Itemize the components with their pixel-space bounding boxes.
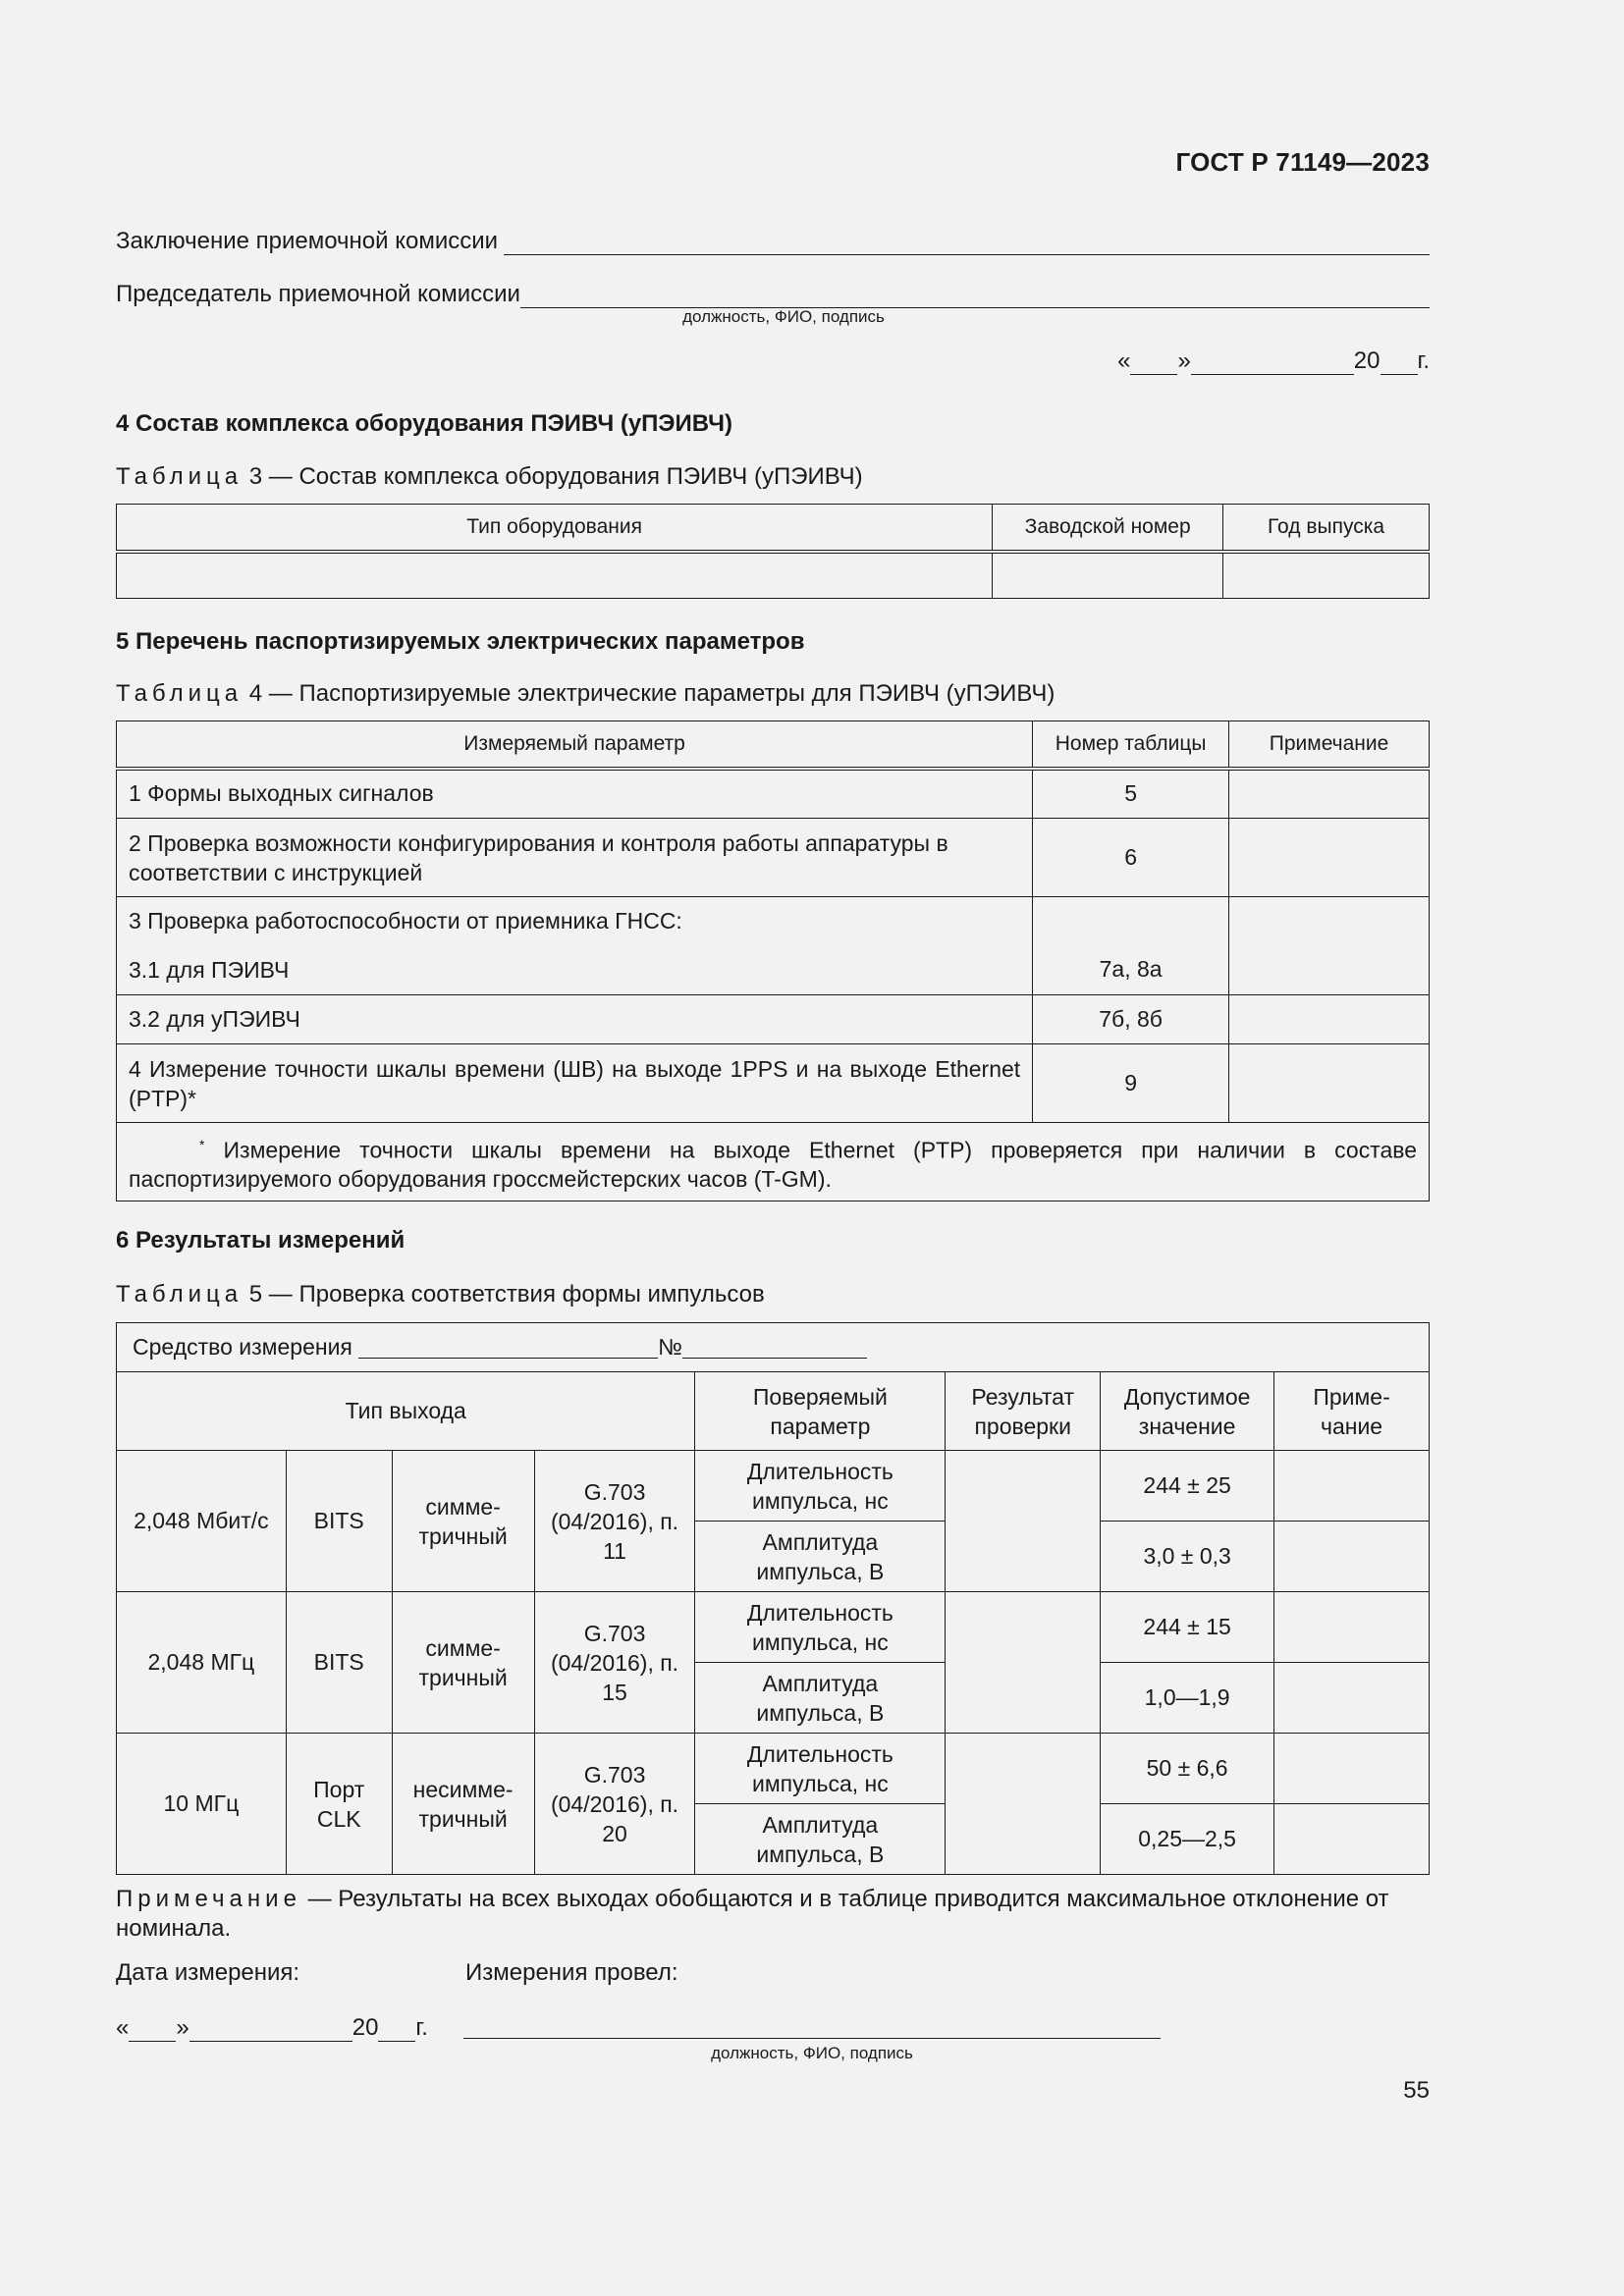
- mode-cell: несимме-тричный: [392, 1734, 534, 1875]
- table-row: [117, 769, 1430, 819]
- table-5-caption: [116, 1281, 765, 1308]
- table-row: [117, 819, 1430, 897]
- note-cell[interactable]: [1229, 769, 1430, 819]
- section-6-title: 6 Результаты измерений: [116, 1227, 406, 1254]
- instrument-row: [117, 1323, 1430, 1372]
- note-cell[interactable]: [1229, 819, 1430, 897]
- rate-cell: 10 МГц: [117, 1734, 287, 1875]
- instrument-number-field[interactable]: [682, 1334, 867, 1359]
- parameter-cell: 4 Измерение точности шкалы времени (ШВ) на выходе 1PPS и на выходе Ethernet (PTP)*: [117, 1044, 1033, 1123]
- limit-cell: 1,0—1,9: [1101, 1663, 1274, 1734]
- date-day-field[interactable]: [129, 2017, 176, 2042]
- chairman-field[interactable]: [520, 284, 1430, 308]
- date-open-quote: «: [1117, 347, 1131, 374]
- remark-cell[interactable]: [1274, 1734, 1430, 1804]
- table-row: [117, 897, 1430, 946]
- note-cell[interactable]: [1229, 897, 1430, 995]
- footnote-mark: *: [199, 1136, 205, 1152]
- date-year-suffix: г.: [415, 2014, 428, 2041]
- footnote-text: Измерение точности шкалы времени на выходе Ethernet (PTP) проверяется при наличии в составе паспортизируемого оборудования гроссмейстерских часов (T-GM).: [129, 1137, 1418, 1193]
- param-cell: Амплитуда импульса, В: [695, 1804, 946, 1875]
- measurement-date: [116, 2014, 428, 2042]
- table-number-cell: 6: [1033, 819, 1229, 897]
- date-month-field[interactable]: [189, 2017, 352, 2042]
- param-cell: Длительность импульса, нс: [695, 1451, 946, 1522]
- parameter-cell: 2 Проверка возможности конфигурирования и контроля работы аппаратуры в соответствии с инструкцией: [117, 819, 1033, 897]
- col-note: Примечание: [1229, 721, 1430, 769]
- conclusion-label: Заключение приемочной комиссии: [116, 228, 499, 254]
- commission-conclusion-row: [116, 224, 1430, 255]
- performer-field[interactable]: [463, 2014, 1161, 2039]
- col-check-result: Результат проверки: [946, 1372, 1101, 1451]
- date-close-quote: »: [1177, 347, 1191, 374]
- footnote-cell: [117, 1123, 1430, 1201]
- date-year-prefix: 20: [1353, 347, 1380, 374]
- footnote-row: [117, 1123, 1430, 1201]
- table-row: [117, 1592, 1430, 1663]
- param-cell: Длительность импульса, нс: [695, 1734, 946, 1804]
- date-month-field[interactable]: [1191, 350, 1354, 375]
- parameter-cell: 3 Проверка работоспособности от приемника ГНСС:: [117, 897, 1033, 946]
- table-4-caption: [116, 680, 1055, 708]
- table-number-cell: 7а, 8а: [1033, 897, 1229, 995]
- parameter-cell: 1 Формы выходных сигналов: [117, 769, 1033, 819]
- result-cell[interactable]: [946, 1451, 1101, 1592]
- table-row: [117, 1451, 1430, 1522]
- mode-cell: симме-тричный: [392, 1451, 534, 1592]
- limit-cell: 244 ± 25: [1101, 1451, 1274, 1522]
- page-number: 55: [1403, 2077, 1430, 2104]
- date-year-prefix: 20: [352, 2014, 379, 2041]
- col-equipment-type: Тип оборудования: [117, 505, 993, 552]
- table-cell[interactable]: [117, 552, 993, 599]
- table-4-header: [117, 721, 1430, 769]
- instrument-field[interactable]: [358, 1334, 658, 1359]
- result-cell[interactable]: [946, 1734, 1101, 1875]
- col-allowed-value: Допустимое значение: [1101, 1372, 1274, 1451]
- rate-cell: 2,048 Мбит/с: [117, 1451, 287, 1592]
- result-cell[interactable]: [946, 1592, 1101, 1734]
- param-cell: Длительность импульса, нс: [695, 1592, 946, 1663]
- table-4-word: Таблица: [116, 680, 244, 707]
- section-4-title: 4 Состав комплекса оборудования ПЭИВЧ (уПЭИВЧ): [116, 410, 733, 437]
- instrument-label: Средство измерения: [133, 1334, 352, 1360]
- note-cell[interactable]: [1229, 1044, 1430, 1123]
- col-serial-number: Заводской номер: [993, 505, 1223, 552]
- table-number-cell: 9: [1033, 1044, 1229, 1123]
- interface-cell: BITS: [286, 1592, 392, 1734]
- chairman-signature-hint: должность, ФИО, подпись: [682, 307, 885, 326]
- parameter-cell: 3.1 для ПЭИВЧ: [117, 946, 1033, 995]
- date-close-quote: »: [176, 2014, 189, 2041]
- number-sign: №: [658, 1334, 682, 1360]
- table-3-caption: [116, 463, 863, 491]
- col-year: Год выпуска: [1223, 505, 1430, 552]
- note-text: — Результаты на всех выходах обобщаются и в таблице приводится максимальное отклонение от номинала.: [116, 1886, 1389, 1942]
- remark-cell[interactable]: [1274, 1592, 1430, 1663]
- parameter-cell: 3.2 для уПЭИВЧ: [117, 995, 1033, 1044]
- document-page: [116, 0, 1430, 2296]
- note-word: Примечание: [116, 1886, 301, 1912]
- remark-cell[interactable]: [1274, 1451, 1430, 1522]
- standard-cell: G.703 (04/2016), п. 15: [534, 1592, 695, 1734]
- date-year-field[interactable]: [378, 2017, 415, 2042]
- param-cell: Амплитуда импульса, В: [695, 1522, 946, 1592]
- table-number-cell: 7б, 8б: [1033, 995, 1229, 1044]
- rate-cell: 2,048 МГц: [117, 1592, 287, 1734]
- limit-cell: 3,0 ± 0,3: [1101, 1522, 1274, 1592]
- table-5: [116, 1322, 1430, 1875]
- date-year-suffix: г.: [1417, 347, 1430, 374]
- col-checked-parameter: Поверяемый параметр: [695, 1372, 946, 1451]
- table-3-caption-text: 3 — Состав комплекса оборудования ПЭИВЧ (уПЭИВЧ): [248, 463, 863, 490]
- table-3: [116, 504, 1430, 599]
- section-5-title: 5 Перечень паспортизируемых электрических параметров: [116, 628, 805, 655]
- interface-cell: Порт CLK: [286, 1734, 392, 1875]
- table-5-word: Таблица: [116, 1281, 244, 1308]
- col-parameter: Измеряемый параметр: [117, 721, 1033, 769]
- mode-cell: симме-тричный: [392, 1592, 534, 1734]
- note-cell[interactable]: [1229, 995, 1430, 1044]
- commission-chairman-row: [116, 277, 1430, 308]
- table-cell[interactable]: [993, 552, 1223, 599]
- table-3-header: [117, 505, 1430, 552]
- table-5-note: [116, 1885, 1430, 1944]
- performer-label: Измерения провел:: [465, 1959, 678, 1986]
- remark-cell[interactable]: [1274, 1804, 1430, 1875]
- performer-signature-hint: должность, ФИО, подпись: [711, 2044, 913, 2062]
- date-open-quote: «: [116, 2014, 130, 2041]
- col-remark: Приме-чание: [1274, 1372, 1430, 1451]
- param-cell: Амплитуда импульса, В: [695, 1663, 946, 1734]
- remark-cell[interactable]: [1274, 1522, 1430, 1592]
- col-table-number: Номер таблицы: [1033, 721, 1229, 769]
- table-5-caption-text: 5 — Проверка соответствия формы импульсов: [248, 1281, 765, 1308]
- document-id: ГОСТ Р 71149—2023: [1175, 147, 1430, 177]
- table-row: [117, 1734, 1430, 1804]
- table-number-cell: 5: [1033, 769, 1229, 819]
- interface-cell: BITS: [286, 1451, 392, 1592]
- table-4: [116, 721, 1430, 1201]
- table-5-header: [117, 1372, 1430, 1451]
- measurement-date-label: Дата измерения:: [116, 1959, 300, 1986]
- table-3-word: Таблица: [116, 463, 244, 490]
- standard-cell: G.703 (04/2016), п. 20: [534, 1734, 695, 1875]
- col-output-type: Тип выхода: [117, 1372, 695, 1451]
- table-cell[interactable]: [1223, 552, 1430, 599]
- chairman-label: Председатель приемочной комиссии: [116, 281, 520, 307]
- limit-cell: 0,25—2,5: [1101, 1804, 1274, 1875]
- table-row: [117, 1044, 1430, 1123]
- standard-cell: G.703 (04/2016), п. 11: [534, 1451, 695, 1592]
- table-4-caption-text: 4 — Паспортизируемые электрические параметры для ПЭИВЧ (уПЭИВЧ): [248, 680, 1056, 707]
- conclusion-field[interactable]: [504, 231, 1430, 255]
- remark-cell[interactable]: [1274, 1663, 1430, 1734]
- table-row: [117, 995, 1430, 1044]
- limit-cell: 50 ± 6,6: [1101, 1734, 1274, 1804]
- instrument-cell: [117, 1323, 1430, 1372]
- commission-date: [1117, 347, 1430, 375]
- table-row: [117, 552, 1430, 599]
- date-year-field[interactable]: [1380, 350, 1418, 375]
- date-day-field[interactable]: [1130, 350, 1177, 375]
- limit-cell: 244 ± 15: [1101, 1592, 1274, 1663]
